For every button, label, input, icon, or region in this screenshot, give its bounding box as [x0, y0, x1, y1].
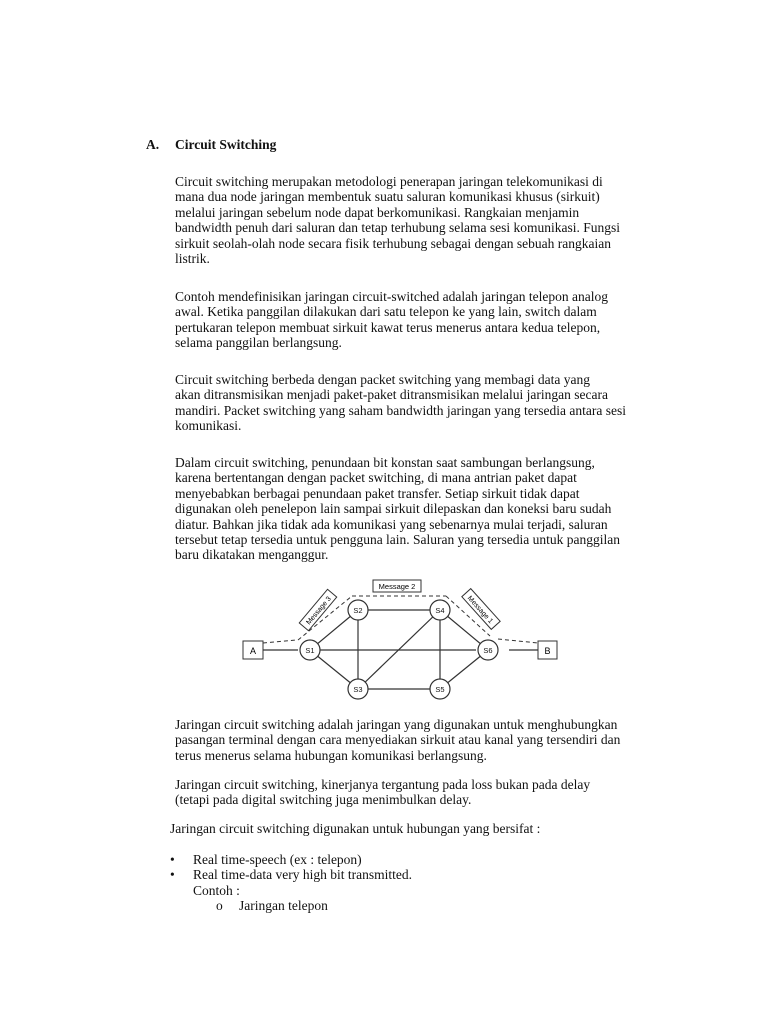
terminal-b-label: B	[544, 646, 551, 656]
paragraph-network-definition: Jaringan circuit switching adalah jaringan yang digunakan untuk menghubungkan pasangan terminal dengan cara menyediakan sirkuit atau kanal yang tersendiri dan terus menerus selama hubungan komunikasi berlangsung.	[175, 717, 621, 763]
bullet-marker: •	[170, 867, 175, 883]
message-3-label: Message 3	[305, 595, 333, 627]
usage-list	[170, 852, 412, 914]
terminal-b	[538, 641, 557, 659]
paragraph-example: Contoh mendefinisikan jaringan circuit-switched adalah jaringan telepon analog awal. Ketika panggilan dilakukan dari satu telepon ke yang lain, switch dalam pertukaran telepon membuat sirkuit kawat terus menerus antara kedua telepon, selama panggilan berlangsung.	[175, 289, 608, 351]
list-item-text: Real time-speech (ex : telepon)	[193, 852, 362, 867]
terminal-a	[243, 641, 263, 659]
paragraph-definition: Circuit switching merupakan metodologi penerapan jaringan telekomunikasi di mana dua node jaringan membentuk suatu saluran komunikasi khusus (sirkuit) melalui jaringan sebelum node dapat berkomunikasi. Rangkaian menjamin bandwidth penuh dari saluran dan tetap terhubung selama sesi komunikasi. Fungsi sirkuit seolah-olah node secara fisik terhubung sebagai dengan sebuah rangkaian listrik.	[175, 174, 621, 267]
sub-bullet-marker: o	[216, 898, 223, 914]
section-title: Circuit Switching	[175, 137, 277, 152]
node-s6-label: S6	[483, 646, 493, 655]
message-1-box	[462, 589, 500, 630]
message-3-box	[299, 589, 336, 630]
terminal-a-label: A	[249, 646, 257, 656]
paragraph-packet-comparison: Circuit switching berbeda dengan packet switching yang membagi data yang akan ditransmisikan menjadi paket-paket ditransmisikan melalui jaringan secara mandiri. Packet switching yang saham bandwidth jaringan yang tersedia antara sesi komunikasi.	[175, 372, 626, 434]
bullet-marker: •	[170, 852, 175, 867]
message-1-label: Message 1	[465, 594, 494, 626]
paragraph-usage-intro: Jaringan circuit switching digunakan untuk hubungan yang bersifat :	[170, 821, 541, 836]
section-heading	[146, 137, 276, 153]
node-s5-label: S5	[435, 685, 445, 694]
paragraph-delay: Dalam circuit switching, penundaan bit konstan saat sambungan berlangsung, karena bertentangan dengan packet switching, di mana antrian paket dapat menyebabkan berbagai penundaan paket transfer. Setiap sirkuit tidak dapat digunakan oleh penelepon lain sampai sirkuit dilepaskan dan koneksi baru sudah diatur. Bahkan jika tidak ada komunikasi yang sebenarnya mulai terjadi, saluran tersebut tetap tersedia untuk pengguna lain. Saluran yang tersedia untuk panggilan baru dikatakan menganggur.	[175, 455, 620, 563]
paragraph-performance: Jaringan circuit switching, kinerjanya tergantung pada loss bukan pada delay (tetapi pada digital switching juga menimbulkan delay.	[175, 777, 591, 808]
section-number: A.	[146, 137, 160, 152]
sub-list-item	[170, 898, 412, 913]
node-s2-label: S2	[353, 606, 363, 615]
list-item	[170, 867, 412, 882]
node-s3-label: S3	[353, 685, 363, 694]
sub-list-item-text: Jaringan telepon	[239, 898, 328, 914]
node-s4-label: S4	[435, 606, 445, 615]
list-item	[170, 852, 412, 867]
node-s1-label: S1	[305, 646, 315, 655]
message-2-box	[373, 580, 421, 592]
contoh-label: Contoh :	[193, 882, 240, 898]
message-2-label: Message 2	[378, 582, 416, 591]
circuit-switching-diagram	[238, 576, 558, 702]
list-item-text: Real time-data very high bit transmitted.	[193, 867, 412, 883]
